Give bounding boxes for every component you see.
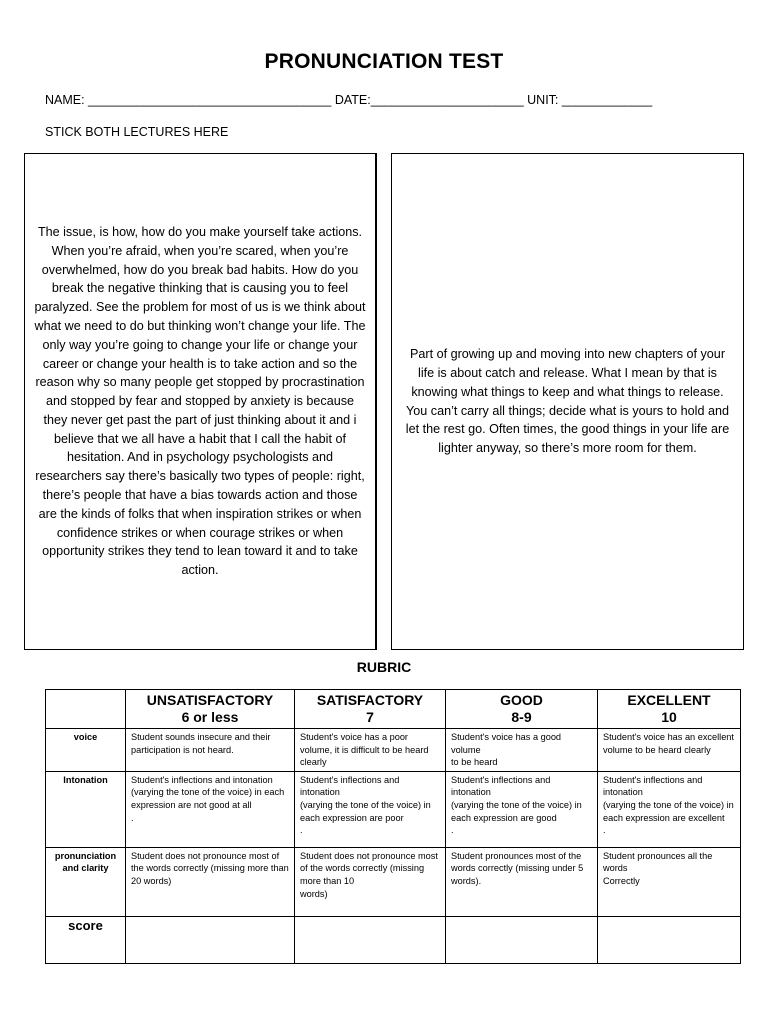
level-header-unsatisfactory bbox=[126, 690, 295, 729]
rubric-cell: Student does not pronounce most of the words correctly (missing more than 10 words) bbox=[295, 847, 446, 916]
row-label: voice bbox=[46, 729, 126, 772]
rubric-cell: Student's voice has a good volume to be heard bbox=[446, 729, 598, 772]
page-title: PRONUNCIATION TEST bbox=[264, 50, 504, 73]
rubric-row-intonation bbox=[46, 771, 741, 847]
rubric-cell: Student pronounces most of the words correctly (missing under 5 words). bbox=[446, 847, 598, 916]
lecture-text-left: The issue, is how, how do you make yourself take actions. When you’re afraid, when you’re scared, when you’re overwhelmed, how do you break bad habits. How do you break the negative thinking that is causing you to feel paralyzed. See the problem for most of us is we think about what we need to do but thinking won’t change your life. The only way you’re going to change your life or change your career or change your health is to take action and so the reason why so many people get stopped by procrastination and stopped by fear and stopped by anxiety is because they never get past the part of just thinking about it and i believe that we all have a habit that I call the habit of hesitation. And in psychology psychologists and researchers say there’s basically two types of people: right, there’s people that have a bias towards action and those are the kinds of folks that when inspiration strikes or when confidence strikes or when courage strikes or when opportunity strikes they tend to lean toward it and to take action. bbox=[34, 224, 366, 578]
level-score: 7 bbox=[366, 709, 374, 725]
rubric-cell: Student's inflections and intonation (varying the tone of the voice) in each expression are good . bbox=[446, 771, 598, 847]
level-header-satisfactory bbox=[295, 690, 446, 729]
level-header-good bbox=[446, 690, 598, 729]
score-cell[interactable] bbox=[126, 916, 295, 963]
row-label: pronunciation and clarity bbox=[46, 847, 126, 916]
lecture-box-left bbox=[24, 153, 377, 650]
rubric-table bbox=[45, 689, 741, 964]
score-label: score bbox=[46, 916, 126, 963]
lecture-text-right: Part of growing up and moving into new chapters of your life is about catch and release. What I mean by that is knowing what things to keep and what things to release. You can’t carry all things; decide what is yours to hold and let the rest go. Often times, the good things in your life are lighter anyway, so there’s more room for them. bbox=[405, 347, 730, 456]
level-name: GOOD bbox=[500, 692, 543, 708]
rubric-row-score bbox=[46, 916, 741, 963]
rubric-cell: Student pronounces all the words Correctly bbox=[598, 847, 741, 916]
lecture-box-right bbox=[391, 153, 744, 650]
score-cell[interactable] bbox=[446, 916, 598, 963]
level-name: UNSATISFACTORY bbox=[146, 692, 274, 708]
level-header-excellent bbox=[598, 690, 741, 729]
level-name: EXCELLENT bbox=[627, 692, 711, 708]
rubric-cell: Student's voice has a poor volume, it is difficult to be heard clearly bbox=[295, 729, 446, 772]
score-cell[interactable] bbox=[598, 916, 741, 963]
rubric-row-pronunciation bbox=[46, 847, 741, 916]
score-cell[interactable] bbox=[295, 916, 446, 963]
level-score: 6 or less bbox=[181, 709, 239, 725]
level-name: SATISFACTORY bbox=[316, 692, 424, 708]
rubric-header-row bbox=[46, 690, 741, 729]
rubric-corner-cell bbox=[46, 690, 126, 729]
row-label: Intonation bbox=[46, 771, 126, 847]
level-score: 8-9 bbox=[511, 709, 532, 725]
rubric-cell: Student's inflections and intonation (varying the tone of the voice) in each expression are not good at all . bbox=[126, 771, 295, 847]
rubric-cell: Student's inflections and intonation (varying the tone of the voice) in each expression are poor . bbox=[295, 771, 446, 847]
rubric-cell: Student's voice has an excellent volume to be heard clearly bbox=[598, 729, 741, 772]
instruction-text: STICK BOTH LECTURES HERE bbox=[45, 125, 229, 139]
rubric-row-voice bbox=[46, 729, 741, 772]
level-score: 10 bbox=[661, 709, 677, 725]
rubric-cell: Student's inflections and intonation (varying the tone of the voice) in each expression are excellent . bbox=[598, 771, 741, 847]
rubric-cell: Student sounds insecure and their participation is not heard. bbox=[126, 729, 295, 772]
rubric-title: RUBRIC bbox=[356, 659, 412, 675]
rubric-cell: Student does not pronounce most of the words correctly (missing more than 20 words) bbox=[126, 847, 295, 916]
name-date-unit-line: NAME: ___________________________________ DATE:______________________ UNIT: _____________ bbox=[45, 93, 653, 107]
